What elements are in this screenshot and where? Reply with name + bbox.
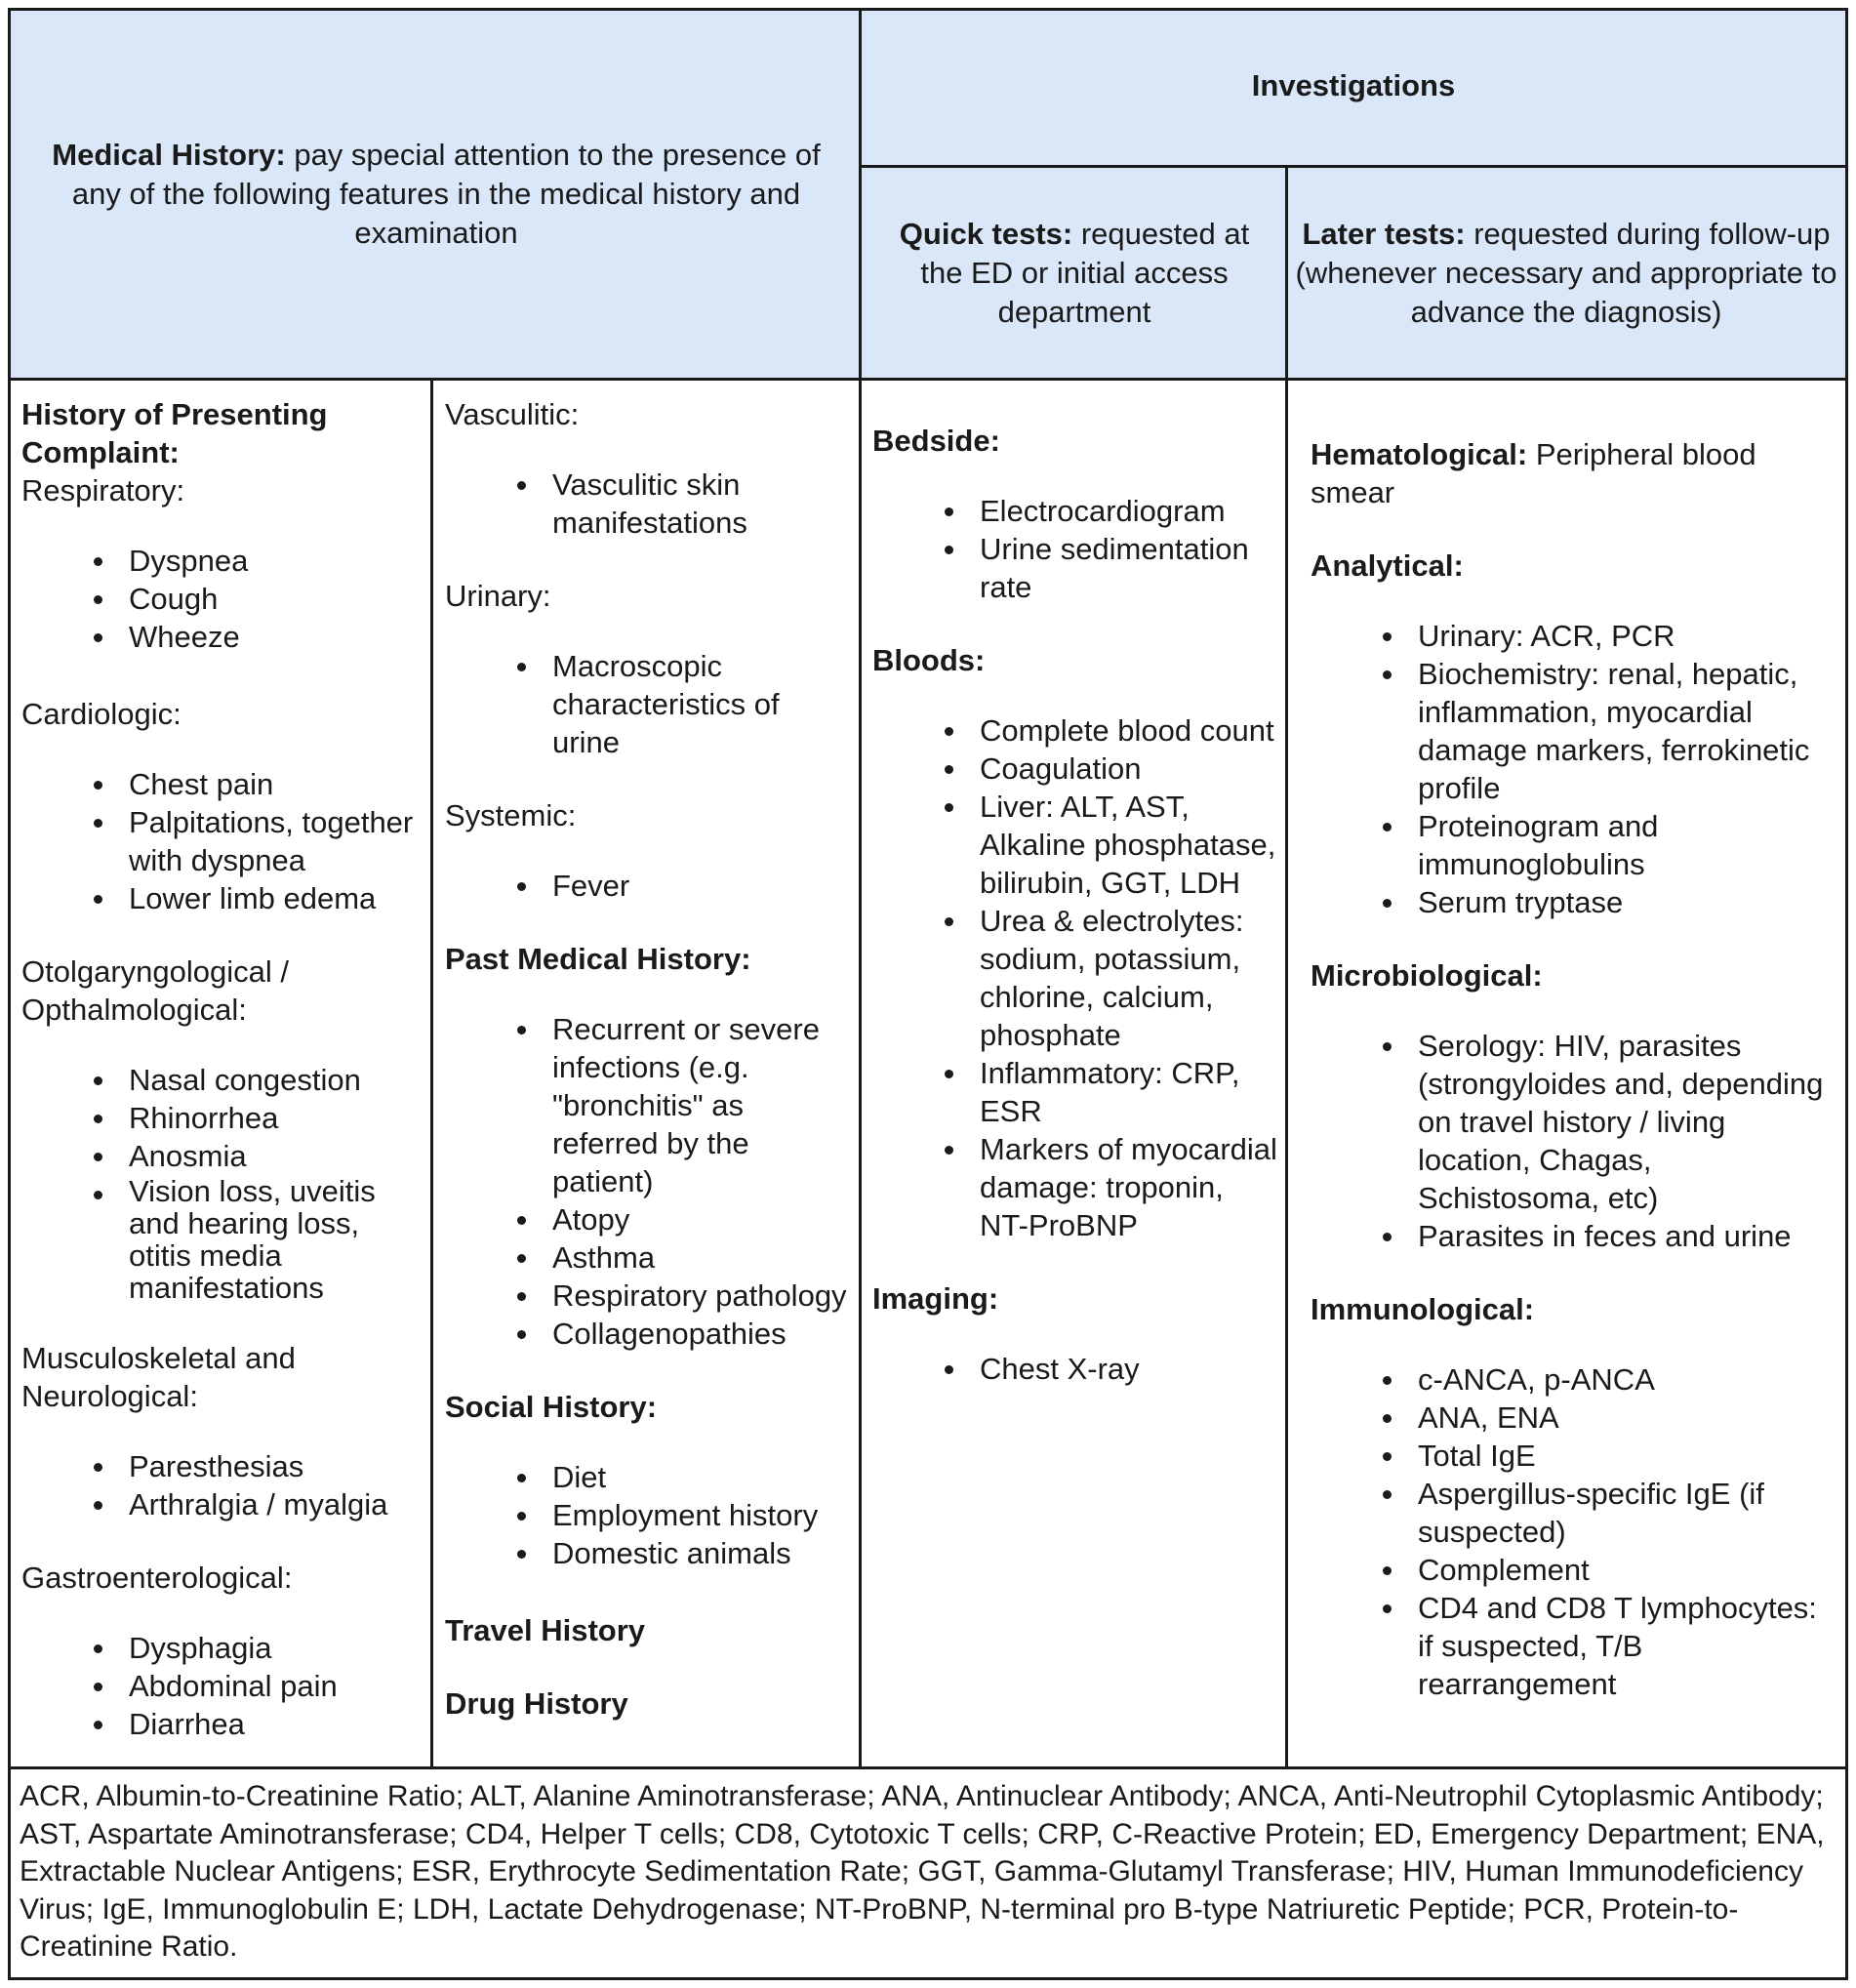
imaging-list xyxy=(872,1350,1277,1388)
list-item: Urine sedimentation rate xyxy=(872,530,1277,606)
respiratory-label: Respiratory: xyxy=(21,473,185,507)
otolaryngological-list xyxy=(21,1061,422,1304)
microbiological-list xyxy=(1311,1027,1837,1255)
imaging-title: Imaging: xyxy=(872,1281,999,1316)
vasculitic-label: Vasculitic: xyxy=(445,397,580,431)
vasculitic-list xyxy=(445,466,855,542)
later-tests-bold: Later tests: xyxy=(1302,217,1466,251)
bloods-title: Bloods: xyxy=(872,643,986,677)
quick-tests-bold: Quick tests: xyxy=(899,217,1073,251)
list-item: Diarrhea xyxy=(21,1705,422,1743)
list-item: Employment history xyxy=(445,1496,855,1534)
quick-tests-title xyxy=(862,215,1287,332)
travel-history-title: Travel History xyxy=(445,1613,646,1647)
analytical-list xyxy=(1311,617,1837,921)
list-item: Lower limb edema xyxy=(21,879,422,917)
list-item: Complete blood count xyxy=(872,711,1277,750)
list-item: Wheeze xyxy=(21,618,422,656)
list-item: Complement xyxy=(1311,1551,1837,1589)
list-item: Dyspnea xyxy=(21,542,422,580)
list-item: Electrocardiogram xyxy=(872,492,1277,530)
later-tests-title xyxy=(1287,215,1845,332)
drug-history-title: Drug History xyxy=(445,1686,628,1721)
list-item: Respiratory pathology xyxy=(445,1277,855,1315)
immunological-list xyxy=(1311,1360,1837,1703)
list-item: Cough xyxy=(21,580,422,618)
list-item: Coagulation xyxy=(872,750,1277,788)
medical-history-title xyxy=(11,136,862,253)
hematological-text: Peripheral blood smear xyxy=(1311,437,1756,509)
past-medical-title: Past Medical History: xyxy=(445,942,751,976)
bedside-list xyxy=(872,492,1277,606)
list-item: Macroscopic characteristics of urine xyxy=(445,647,855,761)
divider-h-investigations xyxy=(859,165,1848,168)
otolaryngological-label: Otolgaryngological / Opthalmological: xyxy=(21,954,289,1027)
systemic-label: Systemic: xyxy=(445,798,577,832)
medical-history-bold: Medical History: xyxy=(52,138,286,172)
later-tests-column xyxy=(1311,435,1837,1703)
divider-h-header xyxy=(8,378,1848,381)
list-item: Vasculitic skin manifestations xyxy=(445,466,855,542)
list-item: Proteinogram and immunoglobulins xyxy=(1311,807,1837,883)
list-item: Vision loss, uveitis and hearing loss, otitis media manifestations xyxy=(21,1175,422,1304)
list-item: Asthma xyxy=(445,1238,855,1277)
list-item: Abdominal pain xyxy=(21,1667,422,1705)
presenting-complaint-title: History of Presenting Complaint: xyxy=(21,397,328,469)
list-item: Atopy xyxy=(445,1200,855,1238)
musculoskeletal-list xyxy=(21,1447,422,1523)
gastro-label: Gastroenterological: xyxy=(21,1561,293,1595)
past-medical-list xyxy=(445,1010,855,1353)
list-item: Fever xyxy=(445,867,855,905)
cardiologic-label: Cardiologic: xyxy=(21,697,182,731)
list-item: c-ANCA, p-ANCA xyxy=(1311,1360,1837,1399)
list-item: Biochemistry: renal, hepatic, inflammation, myocardial damage markers, ferrokinetic profile xyxy=(1311,655,1837,807)
gastro-list xyxy=(21,1629,422,1743)
social-list xyxy=(445,1458,855,1572)
list-item: Urea & electrolytes: sodium, potassium, chlorine, calcium, phosphate xyxy=(872,902,1277,1054)
quick-tests-column xyxy=(872,422,1277,1388)
divider-v-quick-later xyxy=(1285,166,1288,1769)
list-item: Dysphagia xyxy=(21,1629,422,1667)
systemic-list xyxy=(445,867,855,905)
history-column-1 xyxy=(21,395,422,1743)
hematological-line xyxy=(1311,435,1837,511)
urinary-list xyxy=(445,647,855,761)
list-item: Rhinorrhea xyxy=(21,1099,422,1137)
list-item: Recurrent or severe infections (e.g. "bronchitis" as referred by the patient) xyxy=(445,1010,855,1200)
list-item: Liver: ALT, AST, Alkaline phosphatase, bilirubin, GGT, LDH xyxy=(872,788,1277,902)
list-item: Markers of myocardial damage: troponin, NT-ProBNP xyxy=(872,1130,1277,1244)
quick-tests-rest: requested at the ED or initial access department xyxy=(920,217,1250,329)
respiratory-list xyxy=(21,542,422,656)
social-history-title: Social History: xyxy=(445,1390,658,1424)
divider-v-history xyxy=(430,379,433,1769)
list-item: Serology: HIV, parasites (strongyloides and, depending on travel history / living location, Chagas, Schistosoma, etc) xyxy=(1311,1027,1837,1217)
abbreviations-footnote: ACR, Albumin-to-Creatinine Ratio; ALT, Alanine Aminotransferase; ANA, Antinuclear Antibody; ANCA, Anti-Neutrophil Cytoplasmic Antibody; AST, Aspartate Aminotransferase; CD4, Helper T cells; CD8, Cytotoxic T cells; CRP, C-Reactive Protein; ED, Emergency Department; ENA, Extractable Nuclear Antigens; ESR, Erythrocyte Sedimentation Rate; GGT, Gamma-Glutamyl Transferase; HIV, Human Immunodeficiency Virus; IgE, Immunoglobulin E; LDH, Lactate Dehydrogenase; NT-ProBNP, N-terminal pro B-type Natriuretic Peptide; PCR, Protein-to-Creatinine Ratio. xyxy=(20,1780,1825,1963)
list-item: Domestic animals xyxy=(445,1534,855,1572)
list-item: Parasites in feces and urine xyxy=(1311,1217,1837,1255)
cardiologic-list xyxy=(21,765,422,917)
investigations-title xyxy=(862,66,1845,105)
musculoskeletal-label: Musculoskeletal and Neurological: xyxy=(21,1341,296,1413)
analytical-title: Analytical: xyxy=(1311,548,1464,583)
list-item: Collagenopathies xyxy=(445,1315,855,1353)
list-item: Palpitations, together with dyspnea xyxy=(21,803,422,879)
later-tests-rest: requested during follow-up (whenever necessary and appropriate to advance the diagnosis) xyxy=(1295,217,1837,329)
list-item: Total IgE xyxy=(1311,1437,1837,1475)
list-item: CD4 and CD8 T lymphocytes: if suspected, T/B rearrangement xyxy=(1311,1589,1837,1703)
bedside-title: Bedside: xyxy=(872,424,1000,458)
divider-h-footer xyxy=(8,1766,1848,1769)
list-item: Serum tryptase xyxy=(1311,883,1837,921)
list-item: Arthralgia / myalgia xyxy=(21,1485,422,1523)
bloods-list xyxy=(872,711,1277,1244)
list-item: Paresthesias xyxy=(21,1447,422,1485)
medical-history-rest: pay special attention to the presence of any of the following features in the medical history and examination xyxy=(71,138,821,250)
investigations-label: Investigations xyxy=(1251,68,1456,102)
list-item: Diet xyxy=(445,1458,855,1496)
list-item: Chest pain xyxy=(21,765,422,803)
immunological-title: Immunological: xyxy=(1311,1292,1535,1326)
list-item: Anosmia xyxy=(21,1137,422,1175)
list-item: ANA, ENA xyxy=(1311,1399,1837,1437)
hematological-title: Hematological: xyxy=(1311,437,1528,471)
urinary-label: Urinary: xyxy=(445,579,551,613)
list-item: Inflammatory: CRP, ESR xyxy=(872,1054,1277,1130)
history-column-2 xyxy=(445,395,855,1723)
microbiological-title: Microbiological: xyxy=(1311,958,1543,993)
list-item: Aspergillus-specific IgE (if suspected) xyxy=(1311,1475,1837,1551)
list-item: Nasal congestion xyxy=(21,1061,422,1099)
list-item: Chest X-ray xyxy=(872,1350,1277,1388)
list-item: Urinary: ACR, PCR xyxy=(1311,617,1837,655)
